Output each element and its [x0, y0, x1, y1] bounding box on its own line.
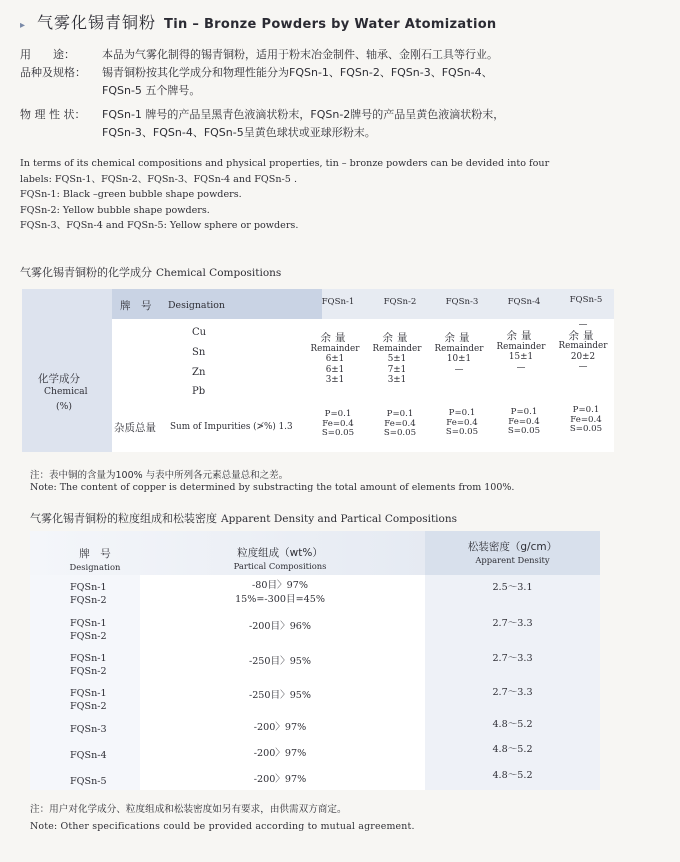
chemical-label-cn: 化学成分: [38, 373, 80, 385]
grade-header: FQSn-4: [507, 297, 541, 307]
density-value: 2.7～3.3: [492, 687, 533, 698]
sn-value: 20±2: [570, 351, 596, 362]
intro-en-line: FQSn-2: Yellow bubble shape powders.: [20, 204, 210, 216]
cu-remainder-cn: 余量: [382, 332, 412, 344]
intro-en-line: FQSn-1: Black –green bubble shape powders.: [20, 189, 242, 200]
grade-column: [305, 333, 365, 386]
impurity-p: P=0.1: [386, 409, 414, 419]
table-row-particle: [180, 773, 380, 787]
designation-value: FQSn-2: [70, 701, 107, 712]
impurity-fe: Fe=0.4: [570, 414, 602, 425]
note-copper-cn: [30, 467, 288, 481]
impurity-fe: Fe=0.4: [508, 416, 540, 427]
designation-cn: 牌 号: [120, 300, 152, 312]
note-agreement-cn: 注：用户对化学成分、粒度组成和松装密度如另有要求，由供需双方商定。: [30, 804, 347, 815]
col-header-particle-cn: 粒度组成（wt%）: [237, 547, 323, 559]
impurity-label-en: Sum of Impurities (≯%) 1.3: [170, 422, 293, 432]
grade-column: [491, 331, 551, 373]
grade-column: [429, 333, 489, 375]
particle-value: -200目〉96%: [248, 621, 312, 632]
grade-header: FQSn-5: [569, 295, 603, 305]
note-agreement: [30, 801, 670, 832]
pb-value: 3±1: [387, 375, 407, 385]
designation-value: FQSn-2: [70, 666, 107, 677]
impurity-fe: Fe=0.4: [446, 417, 478, 428]
zn-value: —: [578, 362, 588, 372]
designation-value: FQSn-4: [70, 750, 107, 761]
designation-value: FQSn-2: [70, 595, 107, 606]
element-label: Cu: [192, 327, 207, 338]
chemical-label-en: Chemical: [44, 386, 88, 397]
density-value: 4.8～5.2: [492, 744, 533, 755]
props-text: FQSn-1 牌号的产品呈黑青色液滴状粉末，FQSn-2牌号的产品呈黄色液滴状粉末，: [102, 108, 505, 121]
chem-section-title: [20, 264, 281, 280]
col-header-density-en: Apparent Density: [475, 555, 550, 565]
zn-value: 6±1: [325, 364, 345, 375]
impurity-s: S=0.05: [383, 428, 417, 438]
cu-remainder-cn: 余量: [568, 329, 598, 342]
density-value: 4.8～5.2: [492, 719, 533, 730]
designation-en: Designation: [168, 300, 225, 311]
cu-remainder-en: Remainder: [372, 343, 422, 354]
cu-remainder-en: Remainder: [434, 343, 484, 354]
grade-column: [553, 320, 613, 373]
table-row-designation: [70, 652, 107, 678]
impurity-fe: Fe=0.4: [384, 418, 416, 429]
cu-dash: —: [578, 320, 588, 330]
grades-label: 品种及规格：: [20, 66, 86, 79]
props-text-continued: FQSn-3、FQSn-4、FQSn-5呈黄色球状或亚球形粉末。: [102, 126, 376, 139]
col-header-density: [425, 539, 600, 565]
sn-value: 6±1: [325, 354, 345, 364]
designation-value: FQSn-5: [70, 776, 107, 787]
grade-header: FQSn-2: [383, 297, 417, 307]
note-copper-cn-text: 注：表中铜的含量为100% 与表中所列各元素总量总和之差。: [30, 470, 289, 481]
title-english: Tin – Bronze Powders by Water Atomization: [164, 17, 497, 32]
particle-value: -250目〉95%: [248, 656, 312, 667]
impurity-s: S=0.05: [569, 424, 603, 434]
sn-value: 10±1: [446, 354, 472, 364]
grades-row: [20, 64, 670, 82]
density-value: 2.7～3.3: [492, 653, 533, 664]
cu-remainder-en: Remainder: [496, 341, 546, 352]
density-value: 2.7～3.3: [492, 618, 533, 629]
particle-value: -200〉97%: [253, 722, 307, 733]
impurity-values: [432, 409, 492, 438]
designation-value: FQSn-1: [70, 582, 107, 593]
element-label: Zn: [192, 367, 206, 378]
chemical-label-unit: (%): [56, 401, 72, 412]
page-title: [20, 10, 496, 33]
chem-section-title-cn: 气雾化锡青铜粉的化学成分: [20, 266, 152, 279]
note-agreement-en: Note: Other specifications could be provided according to mutual agreement.: [30, 821, 415, 832]
col-header-designation-en: Designation: [69, 562, 121, 572]
density-composition-table: [30, 531, 600, 790]
table-row-designation: [70, 723, 107, 736]
impurity-values: [556, 406, 616, 435]
impurity-p: P=0.1: [324, 409, 352, 419]
table-row-particle: [180, 689, 380, 703]
cu-remainder-en: Remainder: [558, 341, 608, 351]
impurity-s: S=0.05: [321, 428, 355, 438]
table-row-designation: [70, 775, 107, 788]
impurity-p: P=0.1: [572, 405, 600, 415]
impurity-p: P=0.1: [510, 407, 538, 417]
sn-value: 5±1: [387, 354, 407, 364]
cu-remainder-en: Remainder: [310, 343, 360, 354]
designation-value: FQSn-3: [70, 724, 107, 735]
density-section-title: [30, 510, 457, 526]
intro-en-line: FQSn-3、FQSn-4 and FQSn-5: Yellow sphere or powders.: [20, 220, 299, 231]
impurity-values: [370, 410, 430, 439]
pb-value: 3±1: [325, 375, 345, 385]
particle-value: 15%=-300目=45%: [235, 594, 325, 605]
intro-english: [20, 156, 670, 234]
density-value: 2.5～3.1: [492, 582, 533, 593]
col-header-density-cn: 松装密度（g/cm）: [467, 541, 558, 553]
triangle-bullet-icon: ▸: [20, 20, 26, 31]
cu-remainder-cn: 余量: [506, 330, 536, 342]
impurity-values: [308, 410, 368, 439]
designation-value: FQSn-2: [70, 631, 107, 642]
table-row-particle: [180, 747, 380, 761]
col-header-particle: [180, 545, 380, 571]
props-row: [20, 106, 670, 124]
impurity-fe: Fe=0.4: [322, 418, 354, 429]
intro-en-line: labels: FQSn-1、FQSn-2、FQSn-3、FQSn-4 and FQSn-5 .: [20, 173, 297, 185]
usage-text: 本品为气雾化制得的锡青铜粉，适用于粉末冶金制件、轴承、金刚石工具等行业。: [102, 48, 498, 61]
particle-value: -80目〉97%: [252, 580, 308, 591]
table-row-particle: [180, 579, 380, 607]
usage-row: [20, 46, 670, 64]
element-label: Pb: [192, 386, 206, 397]
density-section-title-cn: 气雾化锡青铜粉的粒度组成和松装密度: [30, 512, 217, 525]
cu-remainder-cn: 余量: [320, 332, 350, 344]
density-section-title-en: Apparent Density and Partical Compositions: [221, 513, 457, 525]
grade-column: [367, 333, 427, 386]
col-header-designation: [40, 546, 150, 572]
title-chinese: 气雾化锡青铜粉: [37, 13, 157, 32]
table-row-designation: [70, 687, 107, 713]
col-header-designation-cn: 牌 号: [79, 548, 111, 560]
table-row-designation: [70, 617, 107, 643]
density-value: 4.8～5.2: [492, 770, 533, 781]
table-row-particle: [180, 655, 380, 669]
zn-value: 7±1: [387, 364, 407, 375]
designation-value: FQSn-1: [70, 618, 107, 629]
table-row-particle: [180, 721, 380, 735]
col-header-particle-en: Partical Compositions: [233, 561, 327, 571]
particle-value: -200〉97%: [253, 748, 307, 759]
chemical-composition-table: [22, 289, 614, 452]
grade-header: FQSn-1: [321, 297, 355, 307]
chem-section-title-en: Chemical Compositions: [156, 267, 282, 279]
particle-value: -200〉97%: [253, 774, 307, 785]
grades-text-continued: FQSn-5 五个牌号。: [102, 84, 201, 97]
table-row-designation: [70, 749, 107, 762]
sn-value: 15±1: [508, 352, 534, 362]
table-right-shade: [425, 575, 600, 790]
usage-label: 用 途：: [20, 48, 75, 61]
props-label: 物 理 性 状：: [20, 108, 86, 121]
zn-value: —: [516, 362, 526, 373]
cu-remainder-cn: 余量: [444, 332, 474, 344]
intro-chinese: [20, 46, 670, 142]
impurity-label-cn: 杂质总量: [114, 422, 156, 434]
grades-text: 锡青铜粉按其化学成分和物理性能分为FQSn-1、FQSn-2、FQSn-3、FQSn-4、: [102, 66, 493, 79]
designation-value: FQSn-1: [70, 688, 107, 699]
designation-value: FQSn-1: [70, 653, 107, 664]
particle-value: -250目〉95%: [248, 690, 312, 701]
impurity-values: [494, 408, 554, 437]
table-row-particle: [180, 620, 380, 634]
grade-header: FQSn-3: [445, 297, 479, 307]
impurity-p: P=0.1: [448, 408, 476, 418]
impurity-s: S=0.05: [445, 427, 479, 437]
impurity-s: S=0.05: [507, 426, 541, 436]
intro-en-line: In terms of its chemical compositions and physical properties, tin – bronze powders can be devided into four: [20, 158, 550, 169]
table-row-designation: [70, 581, 107, 607]
note-copper-en: Note: The content of copper is determined by substracting the total amount of elements from 100%.: [30, 482, 515, 493]
element-label: Sn: [192, 347, 206, 358]
zn-value: —: [454, 364, 464, 375]
